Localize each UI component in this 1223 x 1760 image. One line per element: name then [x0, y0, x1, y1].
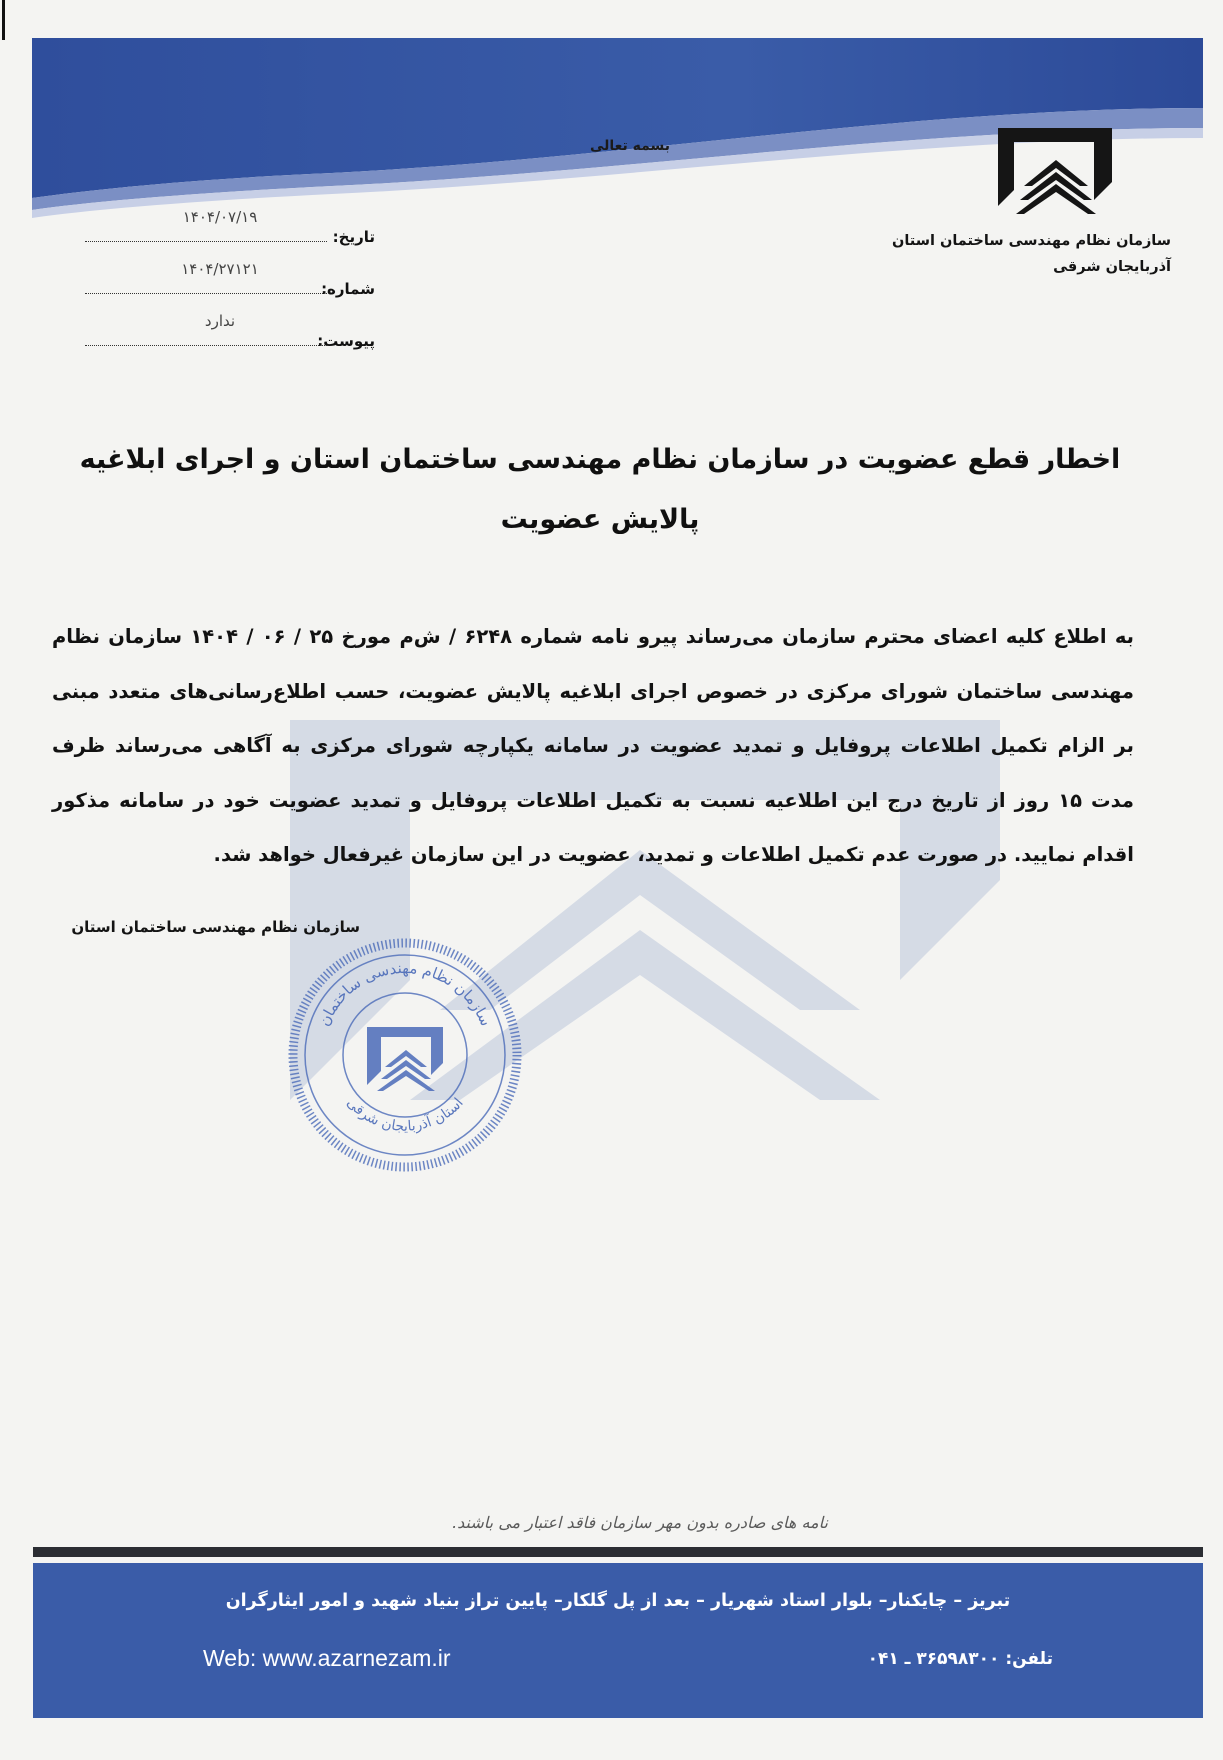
attachment-field [85, 314, 375, 354]
svg-text:سازمان نظام مهندسی ساختمان: سازمان نظام مهندسی ساختمان [314, 959, 496, 1029]
signature-org-name: سازمان نظام مهندسی ساختمان استان [71, 918, 360, 936]
date-field [85, 210, 375, 250]
date-dotted-line [85, 241, 327, 242]
document-title: اخطار قطع عضویت در سازمان نظام مهندسی ساختمان استان و اجرای ابلاغیه پالایش عضویت [79, 444, 1121, 535]
attachment-value: ندارد [204, 312, 236, 330]
number-dotted-line [85, 293, 327, 294]
org-name-line1: سازمان نظام مهندسی ساختمان استان [891, 233, 1171, 249]
attachment-label: پیوست: [317, 332, 375, 350]
attachment-dotted-line [85, 345, 327, 346]
org-name-line2: آذربایجان شرقی [1053, 259, 1171, 275]
svg-text:استان آذربایجان شرقی: استان آذربایجان شرقی [343, 1094, 467, 1135]
document-body: به اطلاع کلیه اعضای محترم سازمان می‌رساند پیرو نامه شماره ۶۲۴۸ / ش‌م مورخ ۲۵ / ۰۶ / ۱۴۰۴ سازمان نظام مهندسی ساختمان شورای مرکزی در خصوص اجرای ابلاغیه پالایش عضویت، حسب اطلاع‌رسانی‌های متعدد مبنی بر الزام تکمیل اطلاعات پروفایل و تمدید عضویت در سامانه یکپارچه شورای مرکزی به آگاهی می‌رساند ظرف مدت ۱۵ روز از تاریخ درج این اطلاعیه نسبت به تکمیل اطلاعات پروفایل و تمدید عضویت خود در سامانه مذکور اقدام نمایید. در صورت عدم تکمیل اطلاعات و تمدید، عضویت در این سازمان غیرفعال خواهد شد. [52, 625, 1135, 866]
bismillah-heading: بسمه تعالی [589, 138, 671, 154]
footer-note: نامه های صادره بدون مهر سازمان فاقد اعتبار می باشند. [452, 1513, 828, 1532]
date-label: تاریخ: [332, 228, 375, 246]
org-name [871, 228, 1171, 280]
footer-website-link[interactable]: Web: www.azarnezam.ir [203, 1645, 451, 1671]
number-label: شماره: [321, 280, 375, 298]
footer-band [33, 1563, 1203, 1718]
footer-phone: تلفن: ۳۶۵۹۸۳۰۰ ـ ۰۴۱ [867, 1649, 1053, 1669]
building-roof-logo-icon [990, 120, 1120, 230]
number-field [85, 262, 375, 302]
scan-edge-mark [2, 0, 5, 40]
number-value: ۱۴۰۴/۲۷۱۲۱ [181, 260, 259, 278]
official-stamp [285, 935, 525, 1175]
footer-divider [33, 1547, 1203, 1557]
date-value: ۱۴۰۴/۰۷/۱۹ [182, 208, 258, 226]
footer-address: تبریز – چایکنار– بلوار استاد شهریار – بعد از پل گلکار– پایین تراز بنیاد شهید و امور ایثارگران [225, 1591, 1011, 1611]
